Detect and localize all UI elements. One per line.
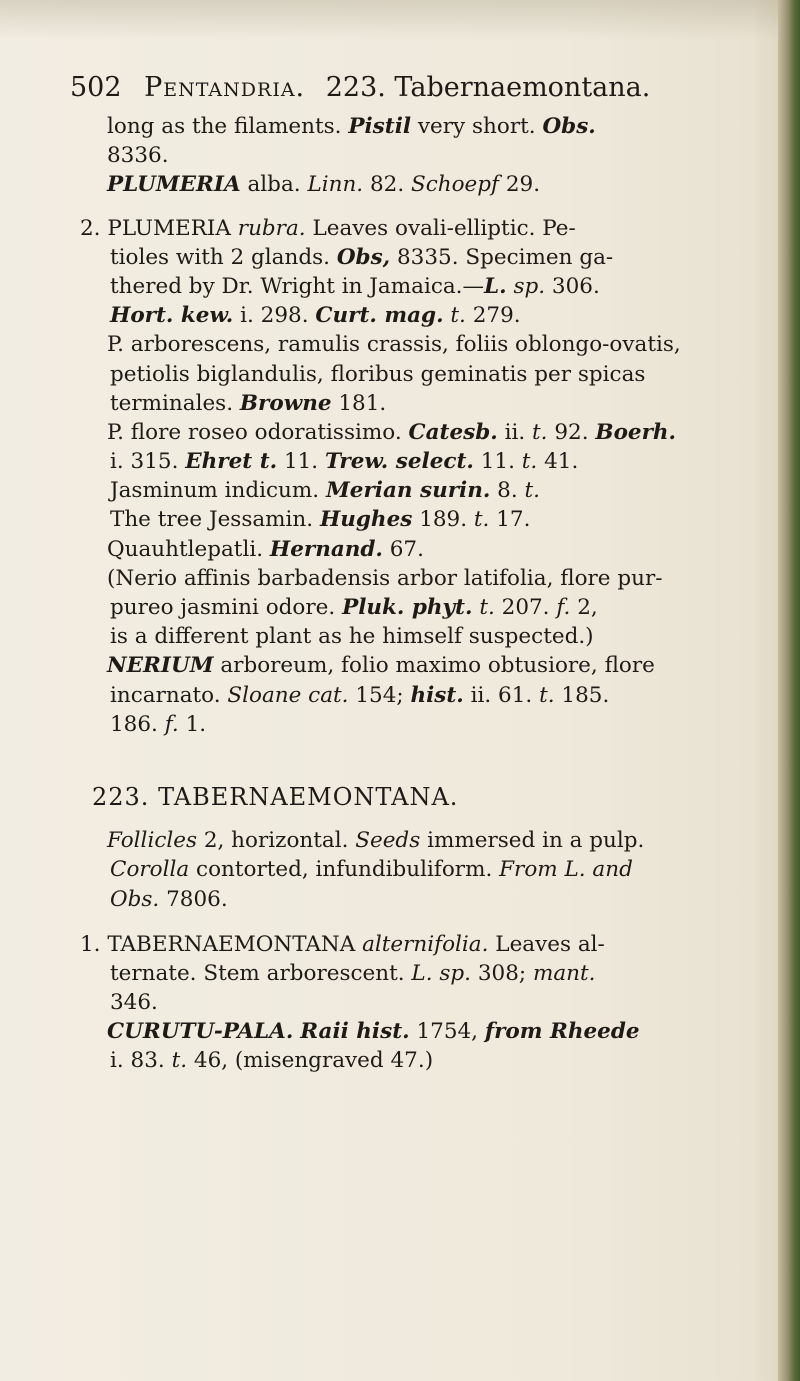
text-line: CURUTU-PALA. Raii hist. 1754, from Rheede <box>107 1019 640 1045</box>
text-line: Corolla contorted, infundibuliform. From L. and <box>110 857 633 883</box>
text-line: petiolis biglandulis, floribus geminatis per spicas <box>110 361 646 387</box>
text-line: Obs. 7806. <box>110 886 228 912</box>
text-line: P. flore roseo odoratissimo. Catesb. ii. t. 92. Boerh. <box>107 419 677 445</box>
text-line: is a different plant as he himself suspected.) <box>110 624 594 650</box>
text-line: ternate. Stem arborescent. L. sp. 308; mant. <box>110 960 596 986</box>
text-line: tioles with 2 glands. Obs, 8335. Specimen ga- <box>110 244 614 270</box>
text-line: Jasminum indicum. Merian surin. 8. t. <box>110 478 541 504</box>
text-line: NERIUM arboreum, folio maximo obtusiore, flore <box>107 653 655 679</box>
class-name: Pentandria. <box>144 72 306 103</box>
text-line: thered by Dr. Wright in Jamaica.—L. sp. 306. <box>110 273 600 299</box>
text-line: pureo jasmini odore. Pluk. phyt. t. 207. f. 2, <box>110 595 598 620</box>
text-line: 1. TABERNAEMONTANA alternifolia. Leaves al- <box>80 931 605 957</box>
text-line: long as the filaments. Pistil very short. Obs. <box>107 114 596 139</box>
text-line: 2. PLUMERIA rubra. Leaves ovali-elliptic. Pe- <box>80 215 576 241</box>
text-line: terminales. Browne 181. <box>110 390 387 416</box>
text-line: PLUMERIA alba. Linn. 82. Schoepf 29. <box>107 172 541 198</box>
text-line: The tree Jessamin. Hughes 189. t. 17. <box>110 507 531 533</box>
text-line: Follicles 2, horizontal. Seeds immersed in a pulp. <box>107 828 645 854</box>
genus-heading: 223. TABERNAEMONTANA. <box>92 782 459 811</box>
text-line: P. arborescens, ramulis crassis, foliis oblongo-ovatis, <box>107 332 681 358</box>
text-line: i. 83. t. 46, (misengraved 47.) <box>110 1048 434 1074</box>
page-number: 502 <box>70 72 122 103</box>
page-body <box>60 112 720 1076</box>
text-line: 346. <box>110 990 158 1016</box>
section-heading: 223. Tabernaemontana. <box>325 72 651 103</box>
running-header <box>70 72 710 103</box>
text-line: Quauhtlepatli. Hernand. 67. <box>107 536 424 562</box>
page-edge <box>778 0 800 1381</box>
text-line: 186. f. 1. <box>110 711 207 737</box>
page-top-shadow <box>0 0 800 40</box>
text-line: 8336. <box>107 143 169 169</box>
text-line: incarnato. Sloane cat. 154; hist. ii. 61. t. 185. <box>110 682 610 708</box>
text-line: (Nerio affinis barbadensis arbor latifolia, flore pur- <box>107 565 663 591</box>
text-line: Hort. kew. i. 298. Curt. mag. t. 279. <box>110 303 521 329</box>
text-line: i. 315. Ehret t. 11. Trew. select. 11. t. 41. <box>110 449 579 475</box>
